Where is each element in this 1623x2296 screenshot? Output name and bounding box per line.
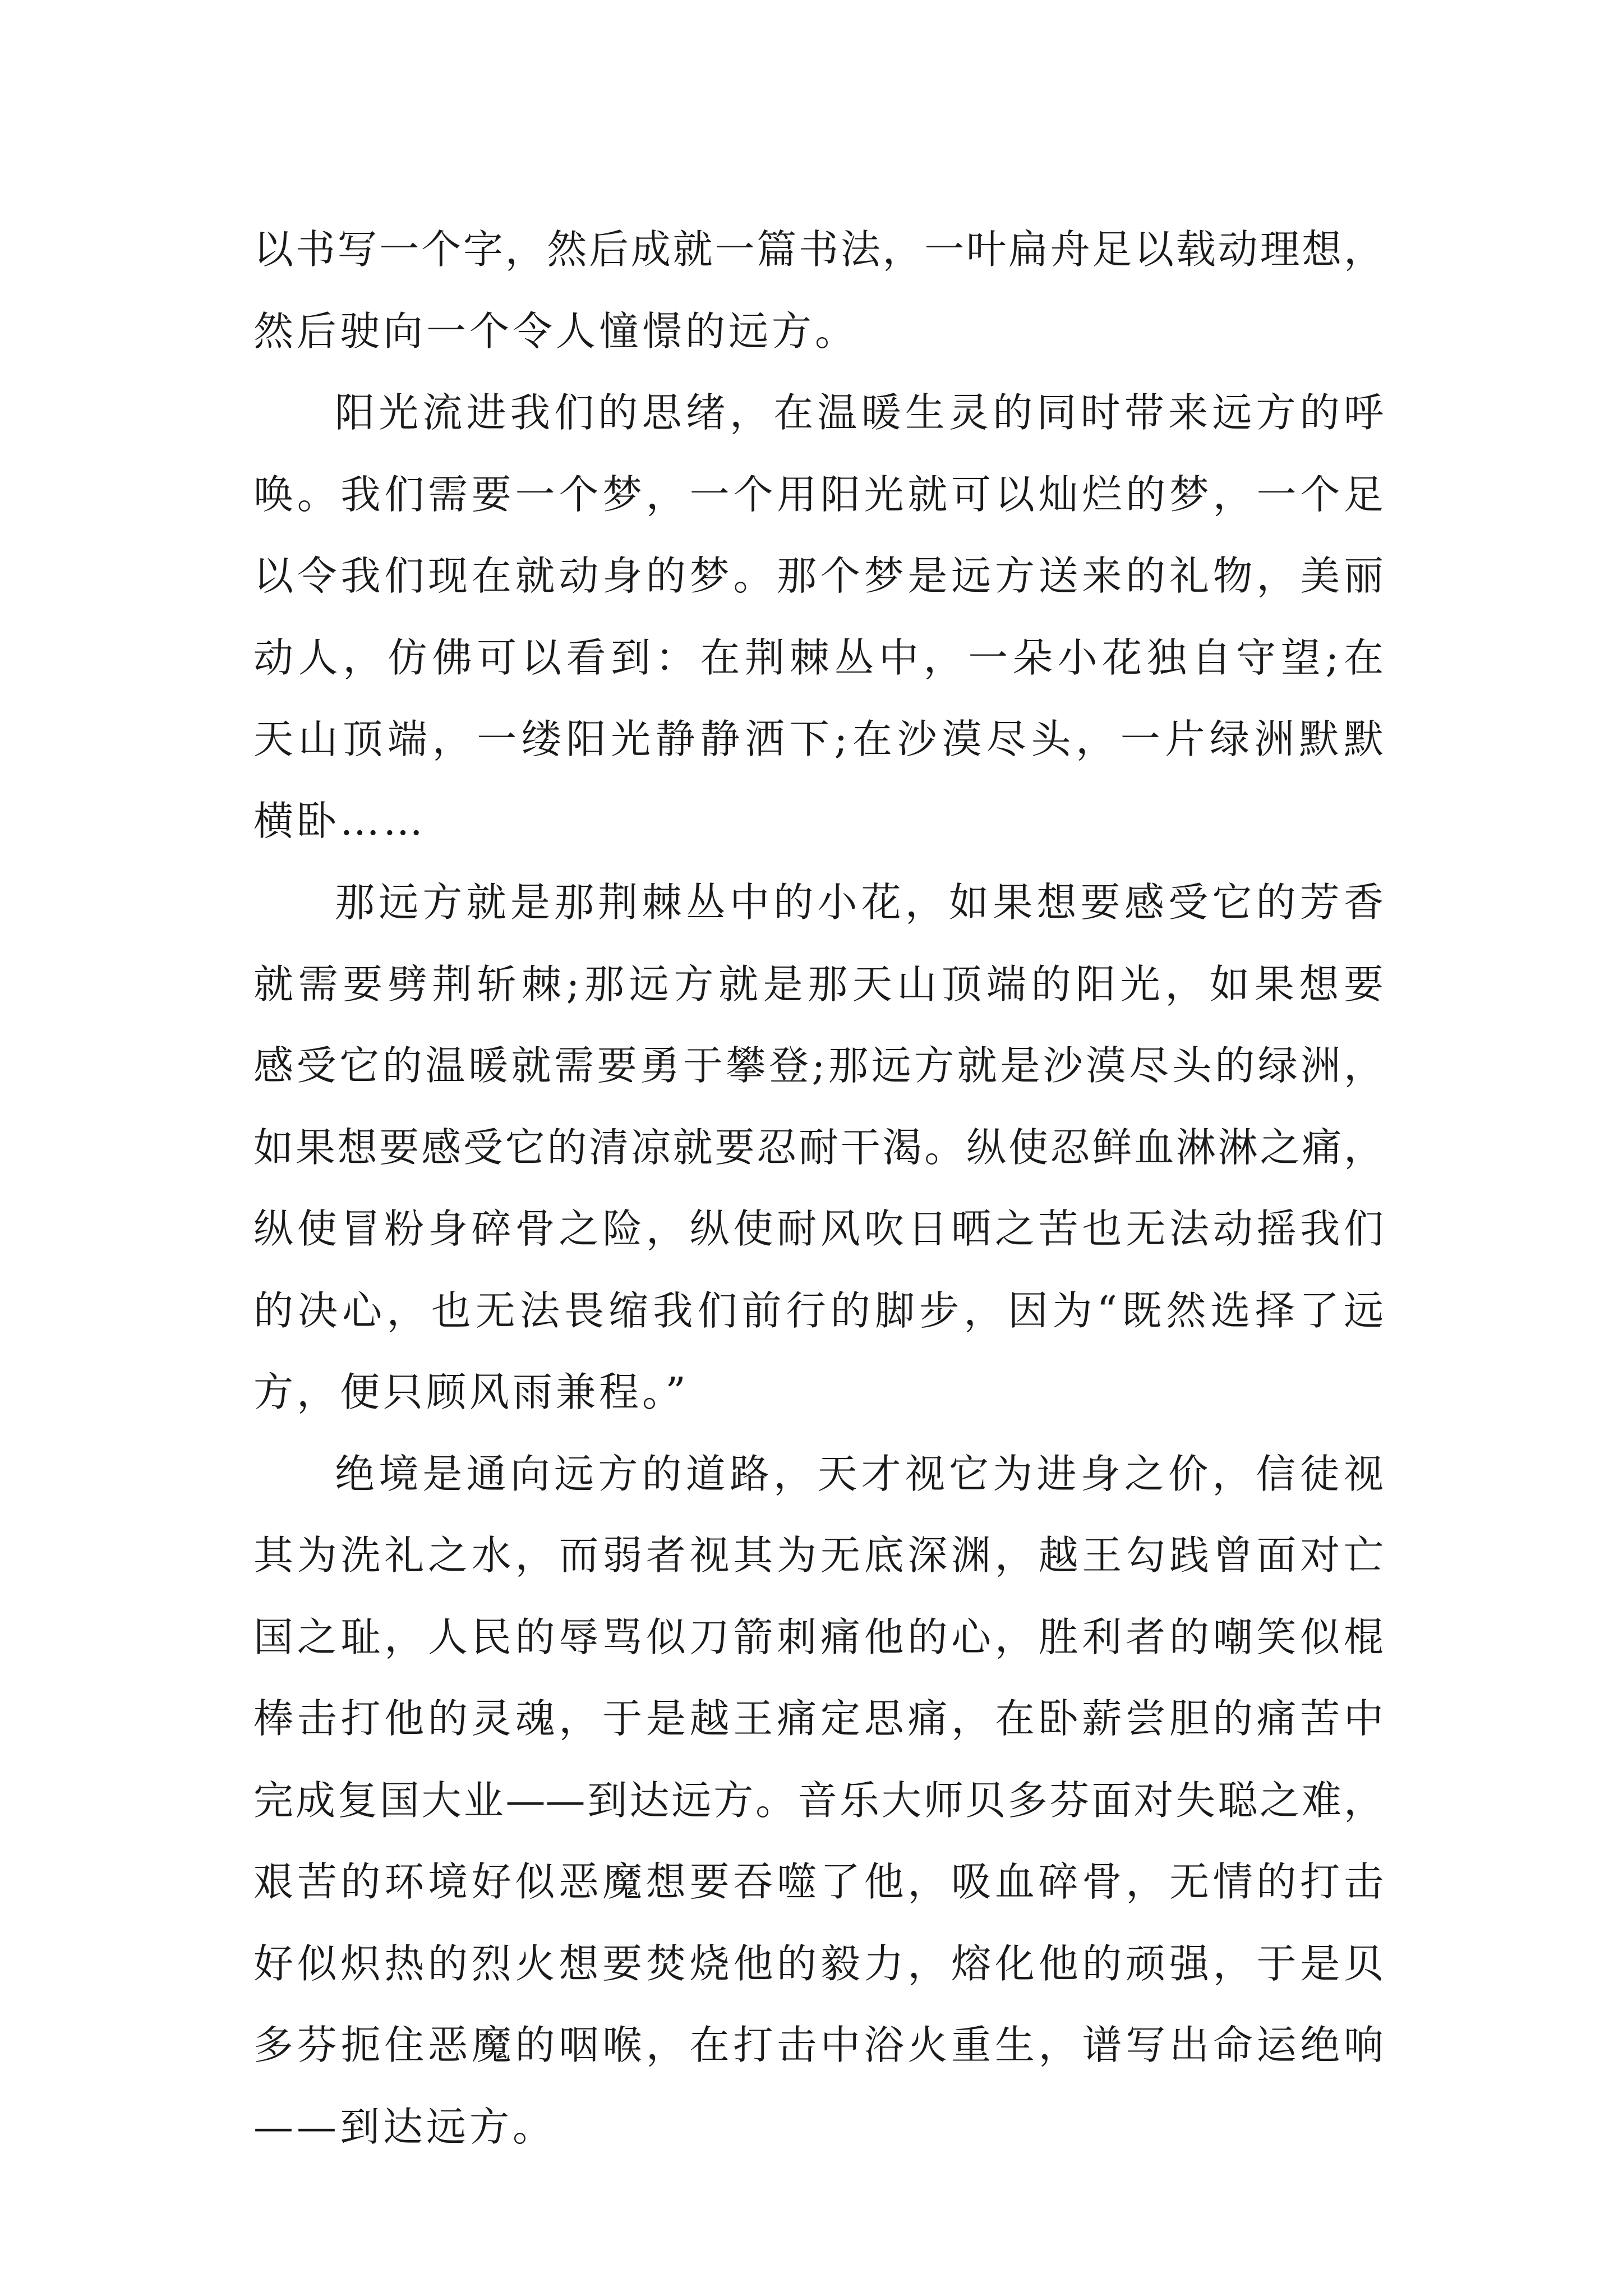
text-line: 国之耻，人民的辱骂似刀箭刺痛他的心，胜利者的嘲笑似棍 xyxy=(253,1613,1384,1660)
text-line: 横卧…… xyxy=(253,797,427,844)
text-line: 以书写一个字，然后成就一篇书法，一叶扁舟足以载动理想， xyxy=(253,226,1384,273)
text-line: 动人，仿佛可以看到：在荆棘丛中，一朵小花独自守望;在 xyxy=(253,634,1384,681)
text-line: 然后驶向一个令人憧憬的远方。 xyxy=(253,307,859,355)
text-line: 艰苦的环境好似恶魔想要吞噬了他，吸血碎骨，无情的打击 xyxy=(253,1858,1384,1905)
text-line: 纵使冒粉身碎骨之险，纵使耐风吹日晒之苦也无法动摇我们 xyxy=(253,1205,1384,1252)
text-line: 感受它的温暖就需要勇于攀登;那远方就是沙漠尽头的绿洲， xyxy=(253,1042,1384,1089)
text-line: 绝境是通向远方的道路，天才视它为进身之价，信徒视 xyxy=(335,1450,1384,1497)
text-line: 其为洗礼之水，而弱者视其为无底深渊，越王勾践曾面对亡 xyxy=(253,1532,1384,1579)
text-line: 方，便只顾风雨兼程。” xyxy=(253,1369,689,1415)
text-line: 棒击打他的灵魂，于是越王痛定思痛，在卧薪尝胆的痛苦中 xyxy=(253,1695,1384,1742)
text-line: 以令我们现在就动身的梦。那个梦是远方送来的礼物，美丽 xyxy=(253,553,1384,599)
text-line: 就需要劈荆斩棘;那远方就是那天山顶端的阳光，如果想要 xyxy=(253,960,1384,1007)
text-line: 那远方就是那荆棘丛中的小花，如果想要感受它的芳香 xyxy=(335,879,1384,926)
text-line: 的决心，也无法畏缩我们前行的脚步，因为“既然选择了远 xyxy=(253,1287,1384,1334)
text-line: 阳光流进我们的思绪，在温暖生灵的同时带来远方的呼 xyxy=(335,389,1384,436)
essay-text xyxy=(253,209,1384,2168)
text-line: 完成复国大业——到达远方。音乐大师贝多芬面对失聪之难， xyxy=(253,1777,1384,1824)
text-line: 好似炽热的烈火想要焚烧他的毅力，熔化他的顽强，于是贝 xyxy=(253,1940,1384,1987)
text-line: 唤。我们需要一个梦，一个用阳光就可以灿烂的梦，一个足 xyxy=(253,471,1384,518)
text-line: 天山顶端，一缕阳光静静洒下;在沙漠尽头，一片绿洲默默 xyxy=(253,716,1384,762)
text-line: ——到达远方。 xyxy=(253,2103,556,2150)
text-line: 多芬扼住恶魔的咽喉，在打击中浴火重生，谱写出命运绝响 xyxy=(253,2022,1384,2068)
text-line: 如果想要感受它的清凉就要忍耐干渴。纵使忍鲜血淋淋之痛， xyxy=(253,1124,1384,1171)
